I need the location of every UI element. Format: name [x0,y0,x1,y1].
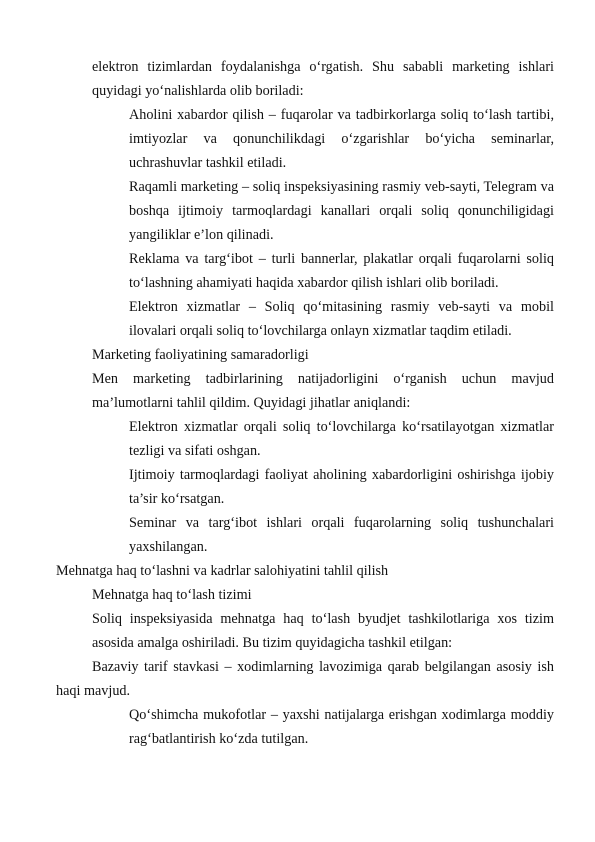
subsection-heading-tizim: Mehnatga haq to‘lash tizimi [92,587,252,603]
section-heading-mehnatga-haq: Mehnatga haq to‘lashni va kadrlar salohiyatini tahlil qilish [56,563,389,579]
list-item-elektron-xizmatlar: Elektron xizmatlar – Soliq qo‘mitasining rasmiy veb-sayti va mobil ilovalari orqali soliq to‘lovchilarga onlayn xizmatlar taqdim etiladi. [129,299,554,339]
paragraph-tahlil: Men marketing tadbirlarining natijadorligini o‘rganish uchun mavjud ma’lumotlarni tahlil qildim. Quyidagi jihatlar aniqlandi: [92,371,554,411]
list-item-reklama-va-targibot: Reklama va targ‘ibot – turli bannerlar, plakatlar orqali fuqarolarni soliq to‘lashning ahamiyati haqida xabardor qilish ishlari olib boriladi. [129,251,554,291]
list-item-seminar-targibot: Seminar va targ‘ibot ishlari orqali fuqarolarning soliq tushunchalari yaxshilangan. [129,515,554,555]
list-item-xizmatlar-tezligi: Elektron xizmatlar orqali soliq to‘lovchilarga ko‘rsatilayotgan xizmatlar tezligi va sifati oshgan. [129,419,554,459]
list-item-aholini-xabardor-qilish: Aholini xabardor qilish – fuqarolar va tadbirkorlarga soliq to‘lash tartibi, imtiyozlar va qonunchilikdagi o‘zgarishlar bo‘yicha seminarlar, uchrashuvlar tashkil etiladi. [129,107,554,171]
list-item-ijtimoiy-tarmoqlar: Ijtimoiy tarmoqlardagi faoliyat aholining xabardorligini oshirishga ijobiy ta’sir ko‘rsatgan. [129,467,554,507]
section-heading-samaradorlik: Marketing faoliyatining samaradorligi [92,347,309,363]
paragraph-tizim-tavsifi: Soliq inspeksiyasida mehnatga haq to‘lash byudjet tashkilotlariga xos tizim asosida amalga oshiriladi. Bu tizim quyidagicha tashkil etilgan: [92,611,554,651]
list-item-qoshimcha-mukofotlar: Qo‘shimcha mukofotlar – yaxshi natijalarga erishgan xodimlarga moddiy rag‘batlantirish ko‘zda tutilgan. [129,707,554,747]
list-item-raqamli-marketing: Raqamli marketing – soliq inspeksiyasining rasmiy veb-sayti, Telegram va boshqa ijtimoiy tarmoqlardagi kanallari orqali soliq qonunchiligidagi yangiliklar e’lon qilinadi. [129,179,554,243]
paragraph-bazaviy-tarif: Bazaviy tarif stavkasi – xodimlarning lavozimiga qarab belgilangan asosiy ish haqi mavjud. [56,659,554,699]
paragraph-intro-continuation: elektron tizimlardan foydalanishga o‘rgatish. Shu sababli marketing ishlari quyidagi yo‘nalishlarda olib boriladi: [92,59,554,99]
